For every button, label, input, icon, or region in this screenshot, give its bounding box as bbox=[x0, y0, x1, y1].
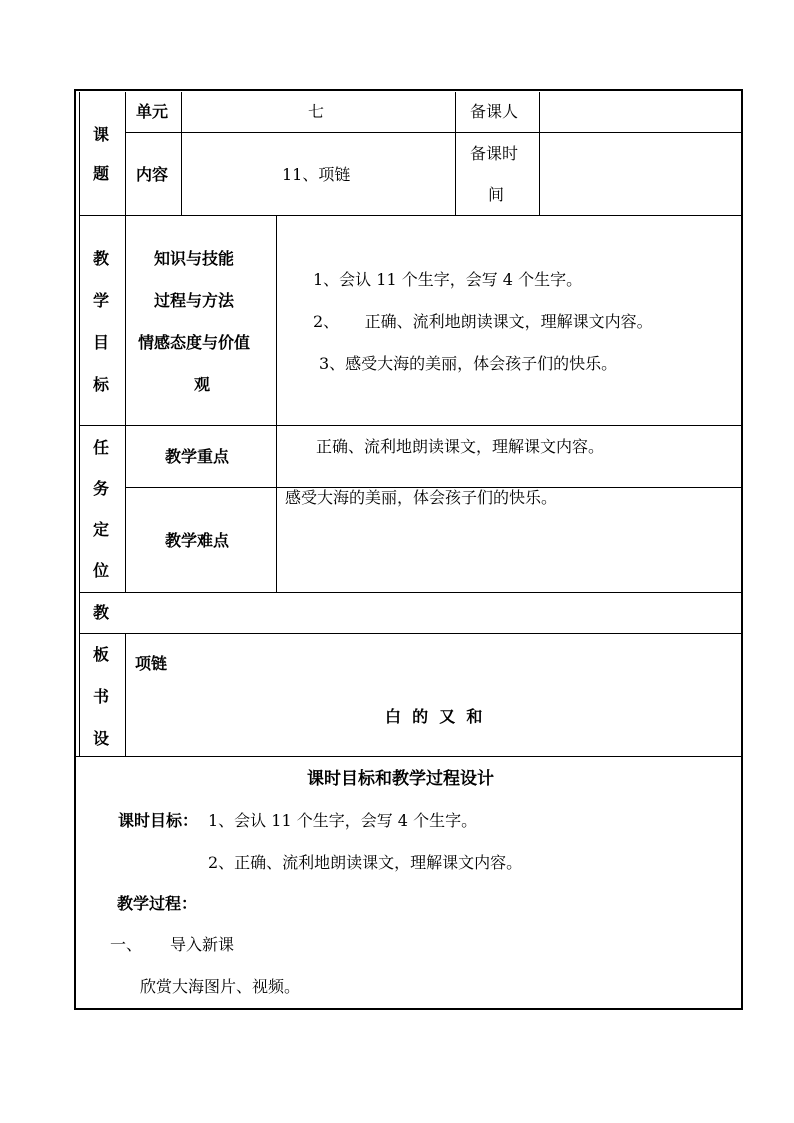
step1-title: 导入新课 bbox=[170, 935, 235, 954]
objective-label: 课时目标： bbox=[118, 811, 199, 830]
objective-item: 1、会认 11 个生字，会写 4 个生字。 bbox=[208, 811, 478, 830]
table-border-top bbox=[74, 89, 743, 91]
unit-label: 单元 bbox=[136, 102, 169, 121]
difficulty-label: 教学难点 bbox=[165, 531, 230, 550]
goals-item: 3、感受大海的美丽，体会孩子们的快乐。 bbox=[319, 354, 618, 373]
goals-side-char: 教 bbox=[92, 249, 109, 268]
course-title-char: 题 bbox=[92, 164, 109, 183]
goals-category: 知识与技能 bbox=[154, 249, 235, 268]
lesson-heading: 课时目标和教学过程设计 bbox=[307, 769, 494, 789]
content-value: 11、项链 bbox=[282, 165, 351, 184]
row-line-6 bbox=[79, 633, 741, 634]
goals-side-char: 学 bbox=[92, 291, 109, 310]
course-title-char: 课 bbox=[92, 125, 109, 144]
difficulty-value: 感受大海的美丽，体会孩子们的快乐。 bbox=[285, 488, 558, 507]
prep-time-label-line2: 间 bbox=[488, 185, 505, 204]
goals-category: 观 bbox=[194, 375, 211, 394]
row-line-1 bbox=[125, 132, 741, 133]
objective-item: 2、正确、流利地朗读课文，理解课文内容。 bbox=[208, 853, 523, 872]
key-point-value: 正确、流利地朗读课文，理解课文内容。 bbox=[316, 437, 605, 456]
goals-side-char: 目 bbox=[92, 333, 109, 352]
preparer-label: 备课人 bbox=[470, 102, 519, 121]
board-side-char: 书 bbox=[92, 687, 109, 706]
table-border-bottom bbox=[74, 1008, 743, 1010]
board-title: 项链 bbox=[135, 654, 168, 673]
tasks-side-char: 定 bbox=[92, 520, 109, 539]
col-line-mid bbox=[455, 92, 456, 215]
goals-category: 情感态度与价值 bbox=[138, 333, 251, 352]
table-border-right bbox=[741, 89, 743, 1010]
row-line-3 bbox=[79, 425, 741, 426]
process-label: 教学过程： bbox=[117, 894, 198, 913]
row-line-7 bbox=[76, 756, 741, 757]
board-side-char: 教 bbox=[92, 603, 109, 622]
row-line-2 bbox=[79, 215, 741, 216]
tasks-side-char: 务 bbox=[92, 479, 109, 498]
goals-item: 1、会认 11 个生字，会写 4 个生字。 bbox=[313, 270, 583, 289]
step1-number: 一、 bbox=[110, 935, 143, 954]
board-words: 白 的 又 和 bbox=[385, 707, 483, 726]
step1-content: 欣赏大海图片、视频。 bbox=[140, 977, 301, 996]
col-line-label bbox=[125, 92, 126, 592]
content-label: 内容 bbox=[136, 165, 169, 184]
key-point-label: 教学重点 bbox=[165, 447, 230, 466]
board-side-char: 板 bbox=[92, 645, 109, 664]
goals-category: 过程与方法 bbox=[154, 291, 235, 310]
col-line-value2 bbox=[539, 92, 540, 215]
table-border-left bbox=[74, 89, 76, 1010]
tasks-side-char: 任 bbox=[92, 438, 109, 457]
prep-time-label-line1: 备课时 bbox=[470, 144, 519, 163]
row-line-5 bbox=[79, 592, 741, 593]
table-border-left-inner bbox=[79, 92, 80, 756]
col-line-field bbox=[181, 92, 182, 215]
col-line-board bbox=[125, 633, 126, 756]
board-side-char: 设 bbox=[92, 729, 109, 748]
tasks-side-char: 位 bbox=[92, 561, 109, 580]
unit-value: 七 bbox=[308, 102, 325, 121]
goals-item: 2、 正确、流利地朗读课文，理解课文内容。 bbox=[313, 312, 653, 331]
goals-side-char: 标 bbox=[92, 375, 109, 394]
col-line-goals bbox=[276, 215, 277, 592]
